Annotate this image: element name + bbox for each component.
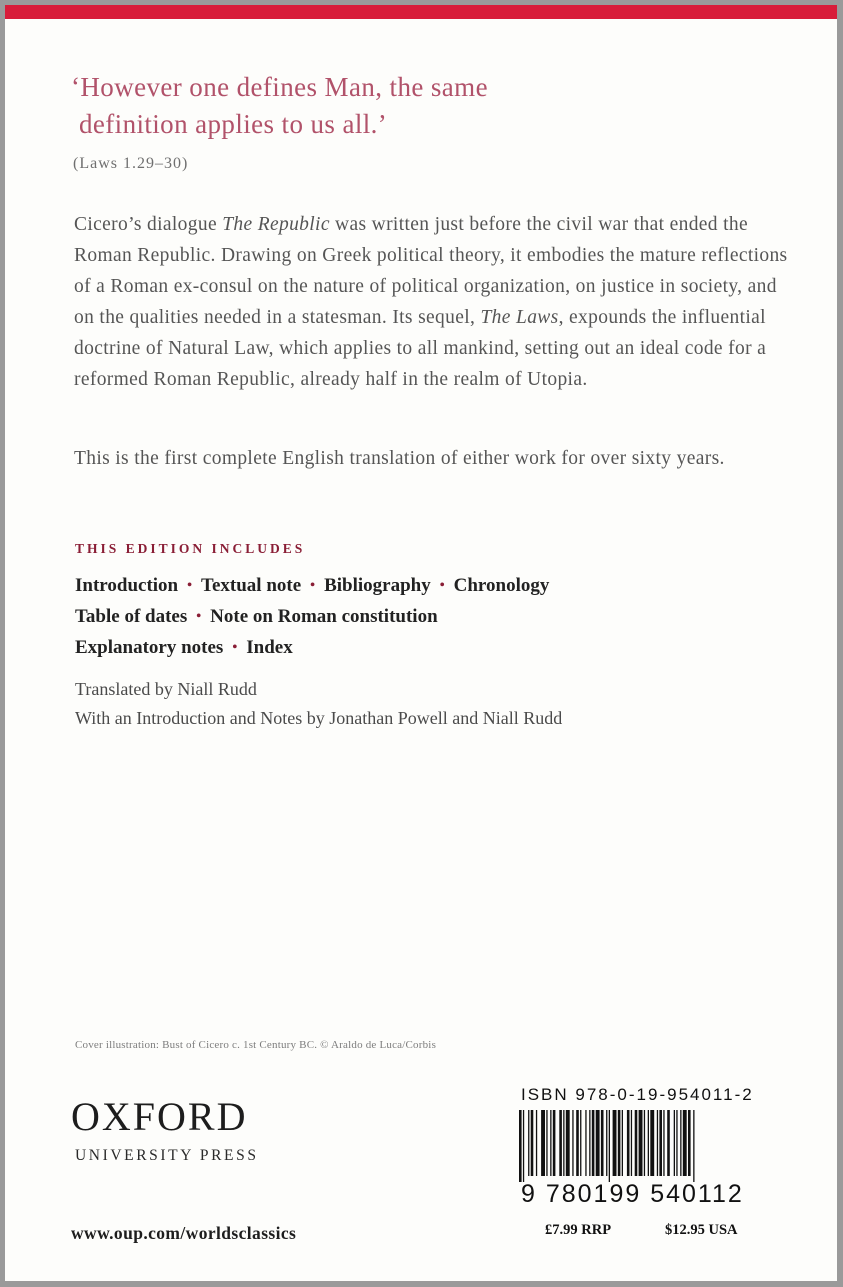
- include-item: Bibliography: [324, 575, 431, 596]
- publisher-subtitle: UNIVERSITY PRESS: [75, 1147, 259, 1164]
- barcode-bar: [572, 1110, 573, 1176]
- barcode-bar: [613, 1110, 617, 1176]
- blurb-text: was written just before the civil war that ended the Roman Republic. Drawing on Greek political theory, it embodies the mature reflections of a Roman ex-consul on the nature of political organization, on justice in society, and on the qualities needed in a statesman. Its sequel,: [74, 214, 788, 328]
- edition-includes-list: [75, 571, 795, 664]
- barcode-bar: [553, 1110, 556, 1176]
- barcode-bar: [622, 1110, 623, 1176]
- blurb-paragraph-2: This is the first complete English translation of either work for over sixty years.: [74, 448, 725, 469]
- barcode-bar: [663, 1110, 664, 1176]
- include-item: Textual note: [201, 575, 302, 596]
- barcode-bar: [667, 1110, 670, 1176]
- include-item: Chronology: [453, 575, 550, 596]
- pull-quote: [71, 69, 771, 143]
- barcode-bar: [536, 1110, 537, 1176]
- barcode-bar: [531, 1110, 534, 1176]
- barcode-bar: [519, 1110, 522, 1182]
- price-us: $12.95 USA: [665, 1222, 738, 1238]
- blurb-paragraph-1: [74, 209, 794, 395]
- barcode-bar: [580, 1110, 581, 1176]
- barcode-bar: [585, 1110, 586, 1176]
- include-item: Note on Roman constitution: [210, 606, 438, 627]
- barcode-bar: [596, 1110, 600, 1176]
- barcode-bar: [683, 1110, 687, 1176]
- barcode-bar: [657, 1110, 658, 1176]
- barcode-bar: [644, 1110, 645, 1176]
- barcode-bar: [650, 1110, 654, 1176]
- cover-illustration-credit: Cover illustration: Bust of Cicero c. 1st Century BC. © Araldo de Luca/Corbis: [75, 1039, 437, 1051]
- barcode-bar: [566, 1110, 570, 1176]
- bullet: •: [310, 578, 316, 593]
- barcode-bar: [659, 1110, 662, 1176]
- notes-credit: With an Introduction and Notes by Jonathan Powell and Niall Rudd: [75, 708, 563, 728]
- quote-source: (Laws 1.29–30): [73, 155, 189, 172]
- barcode-bar: [528, 1110, 529, 1176]
- bullet: •: [439, 578, 445, 593]
- publisher-url: www.oup.com/worldsclassics: [71, 1223, 297, 1243]
- barcode-bar: [635, 1110, 638, 1176]
- barcode-bar: [648, 1110, 649, 1176]
- blurb-text: , expounds the influential doctrine of Natural Law, which applies to all mankind, setting out an ideal code for a reformed Roman Republic, already half in the realm of Utopia.: [74, 307, 767, 390]
- pull-quote-line-2: definition applies to us all.’: [79, 109, 388, 139]
- blurb-title-laws: The Laws: [480, 307, 559, 328]
- barcode-bar: [627, 1110, 630, 1176]
- publisher-logo: OXFORD: [71, 1094, 248, 1139]
- barcode-bar: [559, 1110, 562, 1176]
- blurb-text: Cicero’s dialogue: [74, 214, 223, 235]
- credits: [75, 675, 562, 733]
- barcode-bar: [688, 1110, 691, 1176]
- barcode-bar: [541, 1110, 545, 1176]
- barcode-bar: [546, 1110, 547, 1176]
- barcode-bar: [563, 1110, 564, 1176]
- bullet: •: [187, 578, 193, 593]
- barcode-digits: 9 780199 540112: [521, 1180, 744, 1208]
- barcode-bar: [676, 1110, 677, 1176]
- barcode-bar: [639, 1110, 643, 1176]
- include-item: Index: [246, 637, 293, 658]
- barcode-bar: [618, 1110, 621, 1176]
- edition-includes-heading: THIS EDITION INCLUDES: [75, 541, 306, 556]
- barcode-bar: [680, 1110, 681, 1176]
- bullet: •: [232, 640, 238, 655]
- barcode-bar: [609, 1110, 610, 1182]
- barcode-bar: [589, 1110, 590, 1176]
- barcode-bar: [576, 1110, 579, 1176]
- barcode-bar: [550, 1110, 551, 1176]
- barcode-bar: [606, 1110, 607, 1176]
- book-back-cover: [5, 5, 837, 1281]
- barcode-bar: [592, 1110, 595, 1176]
- top-color-band: [5, 5, 837, 19]
- translator-credit: Translated by Niall Rudd: [75, 679, 257, 699]
- barcode-bar: [674, 1110, 675, 1176]
- include-item: Introduction: [75, 575, 179, 596]
- includes-line-3: [75, 633, 795, 664]
- isbn-label: ISBN 978-0-19-954011-2: [521, 1085, 754, 1104]
- include-item: Explanatory notes: [75, 637, 224, 658]
- barcode-bar: [693, 1110, 694, 1182]
- price-uk: £7.99 RRP: [545, 1222, 612, 1238]
- barcode-bar: [631, 1110, 632, 1176]
- pull-quote-line-1: ‘However one defines Man, the same: [71, 72, 488, 102]
- include-item: Table of dates: [75, 606, 188, 627]
- includes-line-2: [75, 602, 795, 633]
- blurb-title-republic: The Republic: [222, 214, 330, 235]
- barcode-bar: [523, 1110, 524, 1182]
- includes-line-1: [75, 571, 795, 602]
- barcode-bar: [601, 1110, 604, 1176]
- bullet: •: [196, 609, 202, 624]
- barcode: [519, 1110, 763, 1182]
